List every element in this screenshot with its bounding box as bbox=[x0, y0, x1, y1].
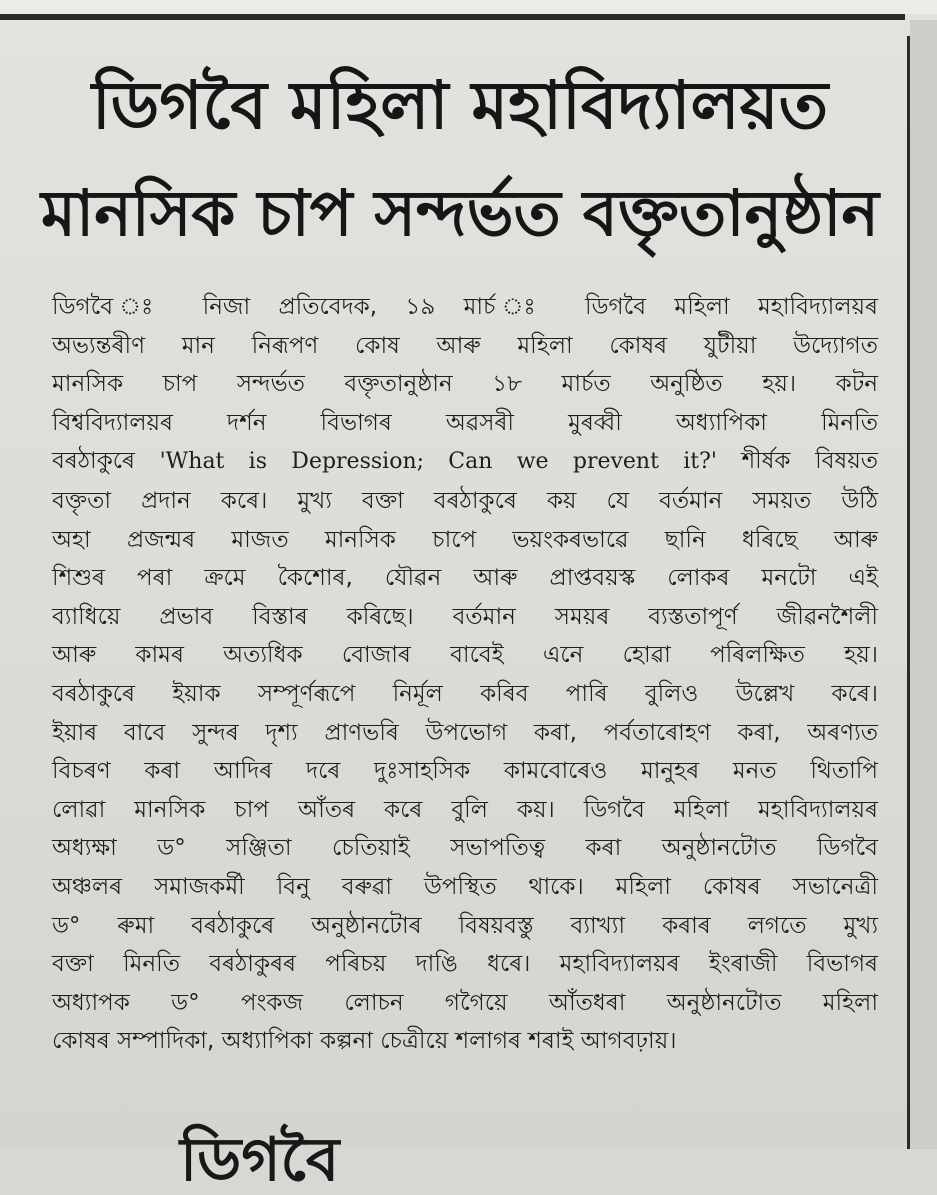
talk-title-english: 'What is Depression; Can we prevent it?' bbox=[159, 449, 717, 475]
article-line: অঞ্চলৰ সমাজকৰ্মী বিনু বৰুৱা উপস্থিত থাকে। মহিলা কোষৰ সভানেত্ৰী bbox=[52, 873, 878, 900]
article-line: শিশুৰ পৰা ক্ৰমে কৈশোৰ, যৌৱন আৰু প্ৰাপ্তবয়স্ক লোকৰ মনটো এই bbox=[52, 565, 878, 592]
headline-line-1: ডিগবৈ মহিলা মহাবিদ্যালয়ত bbox=[91, 67, 829, 144]
next-article-headline-fragment: ডিগবৈ bbox=[180, 1125, 340, 1195]
adjacent-column-edge bbox=[910, 20, 937, 1149]
article-line: বিশ্ববিদ্যালয়ৰ দৰ্শন বিভাগৰ অৱসৰী মুৰব্বী অধ্যাপিকা মিনতি bbox=[52, 409, 878, 436]
article-line: অহা প্ৰজন্মৰ মাজত মানসিক চাপে ভয়ংকৰভাৱে ছানি ধৰিছে আৰু bbox=[52, 526, 878, 553]
article-line: ব্যাধিয়ে প্ৰভাব বিস্তাৰ কৰিছে। বৰ্তমান সময়ৰ ব্যস্ততাপূৰ্ণ জীৱনশৈলী bbox=[52, 603, 878, 630]
article-body bbox=[52, 288, 878, 1061]
article-line: ড° ৰুমা বৰঠাকুৰে অনুষ্ঠানটোৰ বিষয়বস্তু ব্যাখ্যা কৰাৰ লগতে মুখ্য bbox=[52, 912, 878, 939]
article-line: মানসিক চাপ সন্দৰ্ভত বক্তৃতানুষ্ঠান ১৮ মাৰ্চত অনুষ্ঠিত হয়। কটন bbox=[52, 371, 878, 398]
headline-line-2: মানসিক চাপ সন্দৰ্ভত বক্তৃতানুষ্ঠান bbox=[40, 177, 880, 250]
article-line: আৰু কামৰ অত্যধিক বোজাৰ বাবেই এনে হোৱা পৰিলক্ষিত হয়। bbox=[52, 642, 878, 669]
article-line: অধ্যাপক ড° পংকজ লোচন গগৈয়ে আঁতধৰা অনুষ্ঠানটোত মহিলা bbox=[52, 989, 878, 1016]
right-column-rule bbox=[907, 36, 910, 1149]
previous-article-edge bbox=[0, 0, 937, 14]
article-line: কোষৰ সম্পাদিকা, অধ্যাপিকা কল্পনা চেত্ৰীয়ে শলাগৰ শৰাই আগবঢ়ায়। bbox=[52, 1028, 677, 1055]
article-line-mixed bbox=[52, 442, 878, 482]
top-column-rule bbox=[0, 14, 905, 20]
article-text: শীৰ্ষক বিষয়ত bbox=[741, 448, 878, 475]
article-line: ইয়াৰ বাবে সুন্দৰ দৃশ্য প্ৰাণভৰি উপভোগ কৰা, পৰ্বতাৰোহণ কৰা, অৰণ্যত bbox=[52, 719, 878, 746]
article-line: অভ্যন্তৰীণ মান নিৰূপণ কোষ আৰু মহিলা কোষৰ যুটীয়া উদ্যোগত bbox=[52, 332, 878, 359]
article-line: অধ্যক্ষা ড° সঞ্জিতা চেতিয়াই সভাপতিত্ব কৰা অনুষ্ঠানটোত ডিগবৈ bbox=[52, 835, 878, 862]
article-line: লোৱা মানসিক চাপ আঁতৰ কৰে বুলি কয়। ডিগবৈ মহিলা মহাবিদ্যালয়ৰ bbox=[52, 796, 878, 823]
article-text: বৰঠাকুৰে bbox=[52, 448, 135, 475]
article-line: বৰঠাকুৰে ইয়াক সম্পূৰ্ণৰূপে নিৰ্মূল কৰিব পাৰি বুলিও উল্লেখ কৰে। bbox=[52, 680, 878, 707]
article-line: বক্তা মিনতি বৰঠাকুৰৰ পৰিচয় দাঙি ধৰে। মহাবিদ্যালয়ৰ ইংৰাজী বিভাগৰ bbox=[52, 951, 878, 978]
article-headline bbox=[40, 52, 880, 268]
article-line: বক্তৃতা প্ৰদান কৰে। মুখ্য বক্তা বৰঠাকুৰে কয় যে বৰ্তমান সময়ত উঠি bbox=[52, 487, 878, 514]
article-line: ডিগবৈ ঃ নিজা প্ৰতিবেদক, ১৯ মাৰ্চ ঃ ডিগবৈ মহিলা মহাবিদ্যালয়ৰ bbox=[52, 294, 878, 320]
article-line: বিচৰণ কৰা আদিৰ দৰে দুঃসাহসিক কামবোৰেও মানুহৰ মনত থিতাপি bbox=[52, 758, 878, 785]
